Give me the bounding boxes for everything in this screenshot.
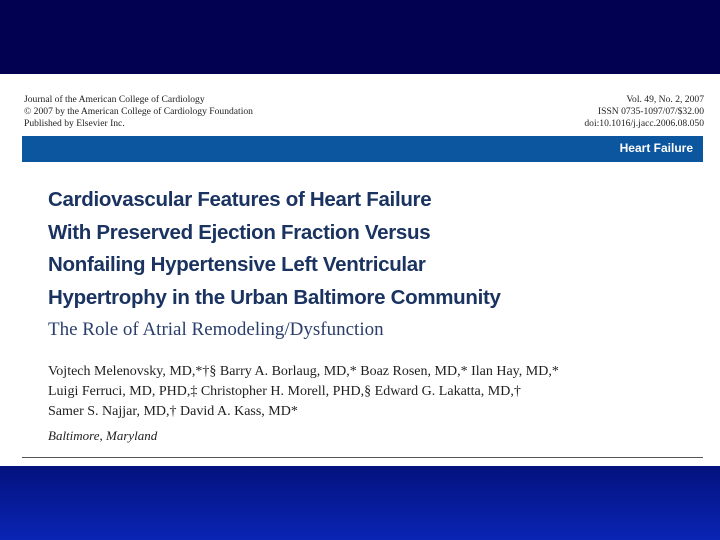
divider (22, 457, 703, 458)
issue-info (584, 94, 704, 130)
issue-doi: doi:10.1016/j.jacc.2006.08.050 (584, 118, 704, 129)
section-band (22, 136, 703, 162)
journal-name: Journal of the American College of Cardiology (24, 94, 205, 105)
title-line: Nonfailing Hypertensive Left Ventricular (48, 253, 426, 276)
section-label: Heart Failure (619, 141, 693, 155)
author-list (48, 362, 688, 422)
author-line: Samer S. Najjar, MD,† David A. Kass, MD* (48, 404, 298, 419)
article-header-image (0, 74, 720, 466)
journal-info (24, 94, 253, 130)
issue-issn: ISSN 0735-1097/07/$32.00 (597, 106, 704, 117)
journal-publisher: Published by Elsevier Inc. (24, 118, 125, 129)
author-line: Luigi Ferruci, MD, PHD,‡ Christopher H. Morell, PHD,§ Edward G. Lakatta, MD,† (48, 384, 521, 399)
slide-top-background (0, 0, 720, 74)
title-line: With Preserved Ejection Fraction Versus (48, 220, 431, 244)
title-line: Hypertrophy in the Urban Baltimore Community (48, 285, 501, 309)
author-line: Vojtech Melenovsky, MD,*†§ Barry A. Borlaug, MD,* Boaz Rosen, MD,* Ilan Hay, MD,* (48, 364, 559, 379)
article-subtitle: The Role of Atrial Remodeling/Dysfunction (48, 319, 384, 340)
issue-volume: Vol. 49, No. 2, 2007 (626, 94, 704, 105)
title-line: Cardiovascular Features of Heart Failure (48, 188, 432, 211)
journal-copyright: © 2007 by the American College of Cardiology Foundation (24, 106, 253, 117)
slide-bottom-background (0, 466, 720, 540)
article-title (48, 184, 688, 314)
author-location: Baltimore, Maryland (48, 428, 158, 443)
